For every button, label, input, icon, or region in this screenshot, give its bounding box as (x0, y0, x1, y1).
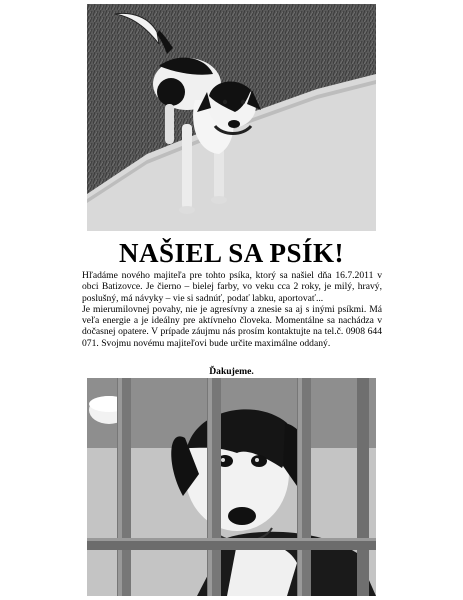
poster-body (82, 270, 382, 349)
dog-standing-photo (87, 4, 376, 231)
description-paragraph: Hľadáme nového majiteľa pre tohto psíka, ktorý sa našiel dňa 16.7.2011 v obci Batizovce. Je čierno – bielej farby, vo veku cca 2 roky, je milý, hravý, poslušný, má návyky – vie si sadnúť, podať labku, aportovať... (82, 270, 382, 304)
dog-standing-illustration (87, 4, 376, 231)
dog-behind-bars-illustration (87, 378, 376, 596)
temperament-contact-paragraph: Je mierumilovnej povahy, nie je agresívny a znesie sa aj s inými psíkmi. Má veľa energie a je ideálny pre aktívneho človeka. Momentálne sa nachádza v dočasnej opatere. V prípade záujmu nás prosím kontaktujte na tel.č. 0908 644 071. Svojmu novému majiteľovi bude určite maximálne oddaný. (82, 303, 382, 349)
thanks-text: Ďakujeme. (209, 366, 254, 377)
poster-title: NAŠIEL SA PSÍK! (118, 238, 345, 268)
dog-behind-bars-photo (87, 378, 376, 596)
